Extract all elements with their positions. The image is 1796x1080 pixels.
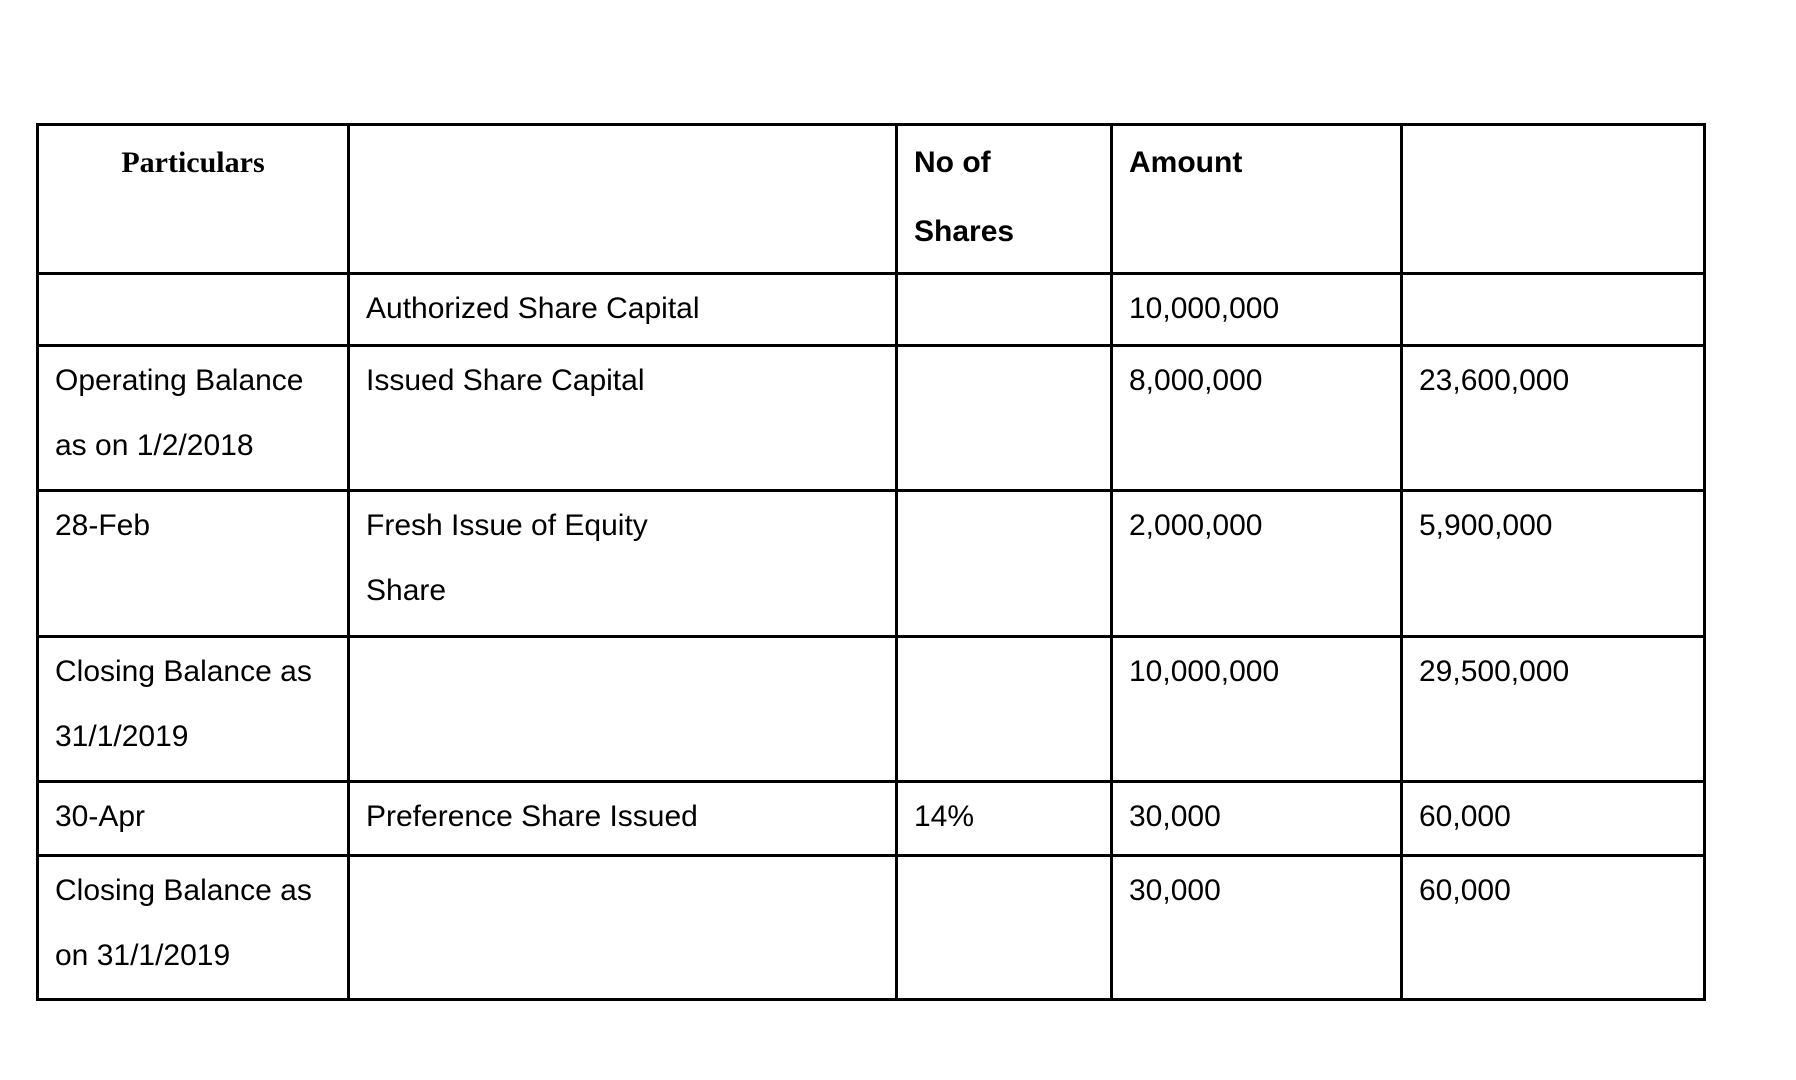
cell-amount2 [1402,346,1705,491]
cell-text: 30,000 [1129,874,1221,907]
table-row [38,856,1705,1000]
cell-text: Issued Share Capital [366,364,645,397]
cell-particulars [38,637,349,782]
cell-amount [1112,491,1402,637]
cell-no-of-shares [897,274,1112,346]
table-row [38,637,1705,782]
cell-description [349,782,897,856]
cell-amount [1112,274,1402,346]
table-row [38,346,1705,491]
cell-text: 60,000 [1419,800,1511,833]
cell-text: 10,000,000 [1129,292,1280,325]
cell-no-of-shares [897,782,1112,856]
cell-description [349,856,897,1000]
cell-text: 14% [914,800,975,833]
cell-text: as on 1/2/2018 [55,428,254,462]
header-cell-particulars [38,125,349,274]
table-header-row [38,125,1705,274]
cell-amount2 [1402,782,1705,856]
cell-text: Authorized Share Capital [366,292,700,325]
header-label: No of [914,146,991,179]
cell-description [349,491,897,637]
cell-text: 10,000,000 [1129,655,1280,688]
cell-no-of-shares [897,491,1112,637]
cell-text: 30-Apr [55,800,146,833]
header-cell-no-of-shares [897,125,1112,274]
cell-description [349,637,897,782]
cell-text: 60,000 [1419,874,1511,907]
cell-particulars [38,346,349,491]
table-row [38,782,1705,856]
cell-text: Preference Share Issued [366,800,698,833]
cell-particulars [38,782,349,856]
cell-text: Share [366,573,447,607]
header-label: Shares [914,215,1015,248]
header-ghost-cell [1402,125,1705,274]
cell-text: Operating Balance [55,364,304,397]
table-row [38,274,1705,346]
cell-text: 5,900,000 [1419,509,1553,542]
cell-amount2 [1402,856,1705,1000]
cell-no-of-shares [897,346,1112,491]
cell-text: Closing Balance as [55,874,312,907]
cell-amount2 [1402,637,1705,782]
cell-particulars [38,856,349,1000]
cell-text: 31/1/2019 [55,719,189,753]
header-cell-amount [1112,125,1402,274]
cell-text: 29,500,000 [1419,655,1570,688]
cell-text: 28-Feb [55,509,151,542]
cell-text: on 31/1/2019 [55,938,231,972]
cell-amount [1112,346,1402,491]
share-capital-table [36,123,1706,1001]
cell-text: 2,000,000 [1129,509,1263,542]
cell-no-of-shares [897,637,1112,782]
table-row [38,491,1705,637]
cell-text: Closing Balance as [55,655,312,688]
header-label: Particulars [121,146,265,179]
header-cell-description [349,125,897,274]
cell-amount [1112,637,1402,782]
cell-text: Fresh Issue of Equity [366,509,648,542]
cell-amount2 [1402,274,1705,346]
cell-text: 30,000 [1129,800,1221,833]
cell-text: 8,000,000 [1129,364,1263,397]
cell-amount [1112,856,1402,1000]
cell-amount [1112,782,1402,856]
cell-particulars [38,491,349,637]
cell-description [349,346,897,491]
cell-description [349,274,897,346]
cell-text: 23,600,000 [1419,364,1570,397]
cell-no-of-shares [897,856,1112,1000]
cell-amount2 [1402,491,1705,637]
cell-particulars [38,274,349,346]
header-label: Amount [1129,146,1243,179]
